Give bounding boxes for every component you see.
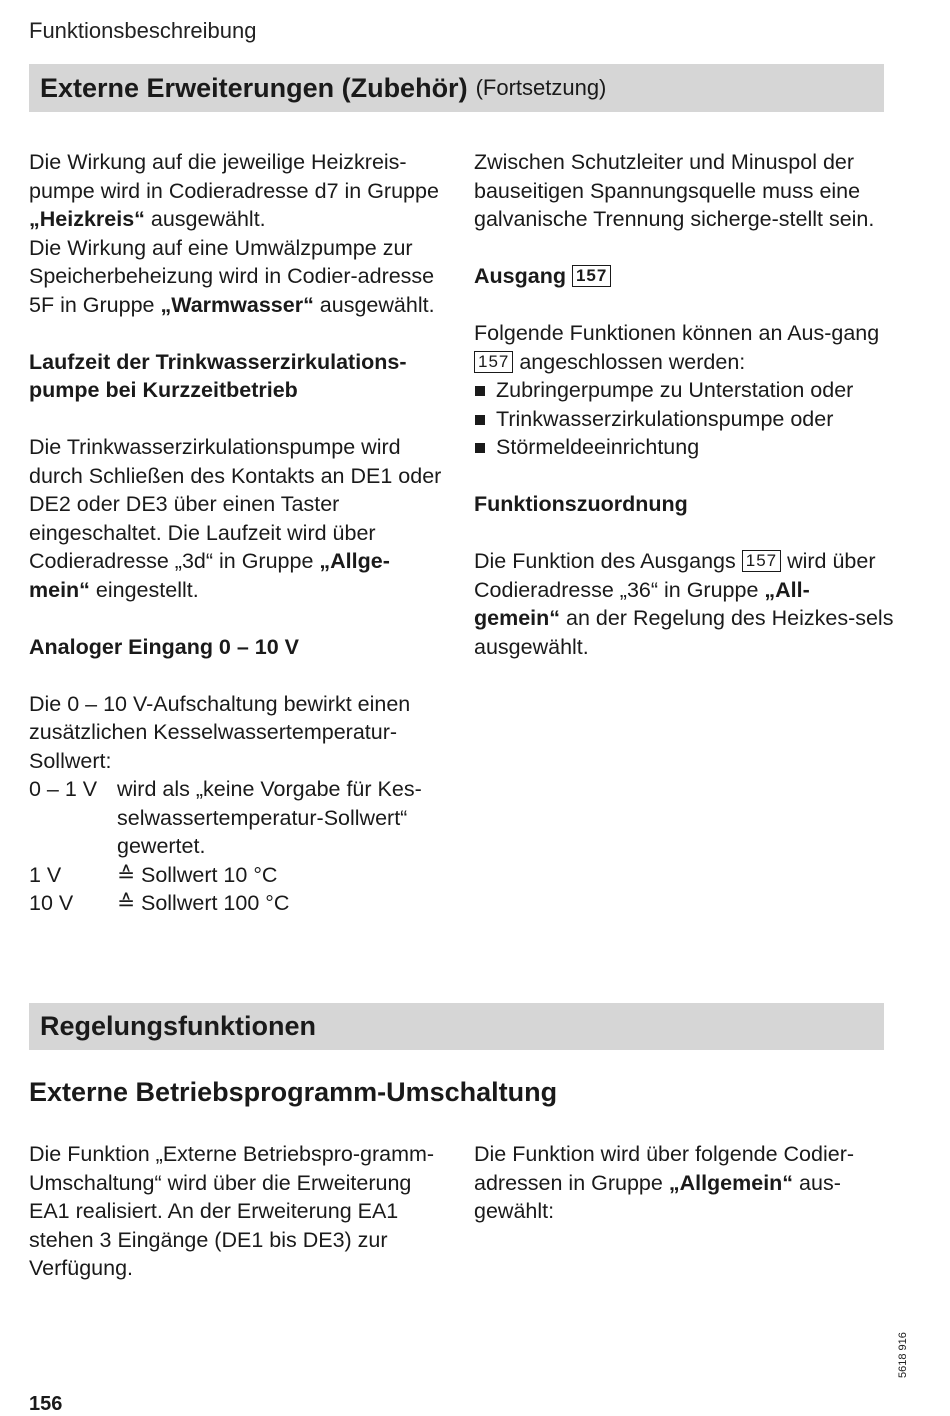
heading-text: Ausgang [474,264,566,288]
text-part: Die Wirkung auf eine Umwälzpumpe zur Speicherbeheizung wird in Codier-adresse 5F in Gruppe [29,235,435,317]
section-subtitle: (Fortsetzung) [475,75,607,100]
value-key: 10 V [29,891,74,915]
bullet-square-icon [475,415,485,425]
list-item [474,433,894,462]
text-part: Die Funktion wird über folgende Codier-adressen in Gruppe [474,1142,855,1195]
bold-term: „Heizkreis“ [29,207,145,231]
text-part: Folgende Funktionen können an Aus-gang [474,321,880,345]
value-desc: wird als „keine Vorgabe für Kes-selwassertemperatur-Sollwert“ gewertet. [117,777,422,858]
text-part: aus-gewählt: [474,1170,841,1223]
terminal-number-box: 157 [474,351,513,373]
paragraph-warmwasser [29,234,449,320]
paragraph-codieradressen [474,1140,894,1226]
terminal-number-box: 157 [572,265,611,287]
bold-term: „Allgemein“ [668,1170,794,1195]
paragraph-heizkreis [29,148,449,234]
paragraph-funktionszuordnung [474,547,894,661]
paragraph-analog: Die 0 – 10 V-Aufschaltung bewirkt einen zusätzlichen Kesselwassertemperatur-Sollwert: [29,691,411,773]
running-head: Funktionsbeschreibung [29,18,257,43]
value-row [29,775,449,861]
bold-term: „Warmwasser“ [160,292,314,317]
terminal-number-box: 157 [742,550,781,572]
bullet-square-icon [475,443,485,453]
document-number: 5618 916 [897,1332,909,1378]
text-part: wird über Codieradresse „36“ in Gruppe [474,549,876,602]
paragraph-schutzleiter: Zwischen Schutzleiter und Minuspol der bauseitigen Spannungsquelle muss eine galvanische Trennung sicherge-stellt sein. [474,150,875,231]
text-part: Die Trinkwasserzirkulationspumpe wird durch Schließen des Kontakts an DE1 oder DE2 oder DE3 über einen Taster eingeschaltet. Die Laufzeit wird über Codieradresse „3d“ in Gruppe [29,435,442,573]
section-band-regelungsfunktionen [29,1003,884,1050]
value-desc: ≙ Sollwert 100 °C [117,891,290,915]
bottom-right-column [474,1140,894,1226]
value-desc: ≙ Sollwert 10 °C [117,862,278,887]
value-key: 1 V [29,862,62,887]
left-column [29,148,449,918]
value-row [29,861,449,890]
text-part: an der Regelung des Heizkes-sels ausgewählt. [474,606,894,659]
list-item [474,376,894,405]
list-item-text: Zubringerpumpe zu Unterstation oder [496,378,854,402]
section-title: Regelungsfunktionen [40,1011,316,1041]
text-part: angeschlossen werden: [513,349,746,374]
heading-ausgang [474,262,894,291]
paragraph-laufzeit [29,433,449,604]
text-part: Die Funktion des Ausgangs [474,549,742,573]
heading-funktionszuordnung: Funktionszuordnung [474,492,688,516]
text-part: ausgewählt. [144,207,266,231]
bullet-square-icon [475,386,485,396]
list-item [474,405,894,434]
bold-term: „Allge-mein“ [29,549,390,602]
text-part: Die Wirkung auf die jeweilige Heizkreis-pumpe wird in Codieradresse d7 in Gruppe [29,150,439,203]
section-band-externe-erweiterungen [29,64,884,112]
bold-term: „All-gemein“ [474,577,810,630]
heading-laufzeit: Laufzeit der Trinkwasserzirkulations-pumpe bei Kurzzeitbetrieb [29,349,407,402]
section-title: Externe Erweiterungen (Zubehör) [40,72,468,103]
list-item-text: Trinkwasserzirkulationspumpe oder [496,406,834,431]
page-number: 156 [29,1393,63,1415]
paragraph-ausgang [474,319,894,376]
right-column [474,148,894,661]
bottom-left-column [29,1140,449,1283]
value-row [29,889,449,918]
heading-analog: Analoger Eingang 0 – 10 V [29,634,300,659]
value-key: 0 – 1 V [29,777,98,801]
text-part: ausgewählt. [313,292,435,317]
subsection-title: Externe Betriebsprogramm-Umschaltung [29,1077,558,1107]
list-item-text: Störmeldeeinrichtung [496,435,700,459]
paragraph-ea1: Die Funktion „Externe Betriebspro-gramm-Umschaltung“ wird über die Erweiterung EA1 realisiert. An der Erweiterung EA1 stehen 3 Eingänge (DE1 bis DE3) zur Verfügung. [29,1142,435,1280]
text-part: eingestellt. [89,577,199,602]
